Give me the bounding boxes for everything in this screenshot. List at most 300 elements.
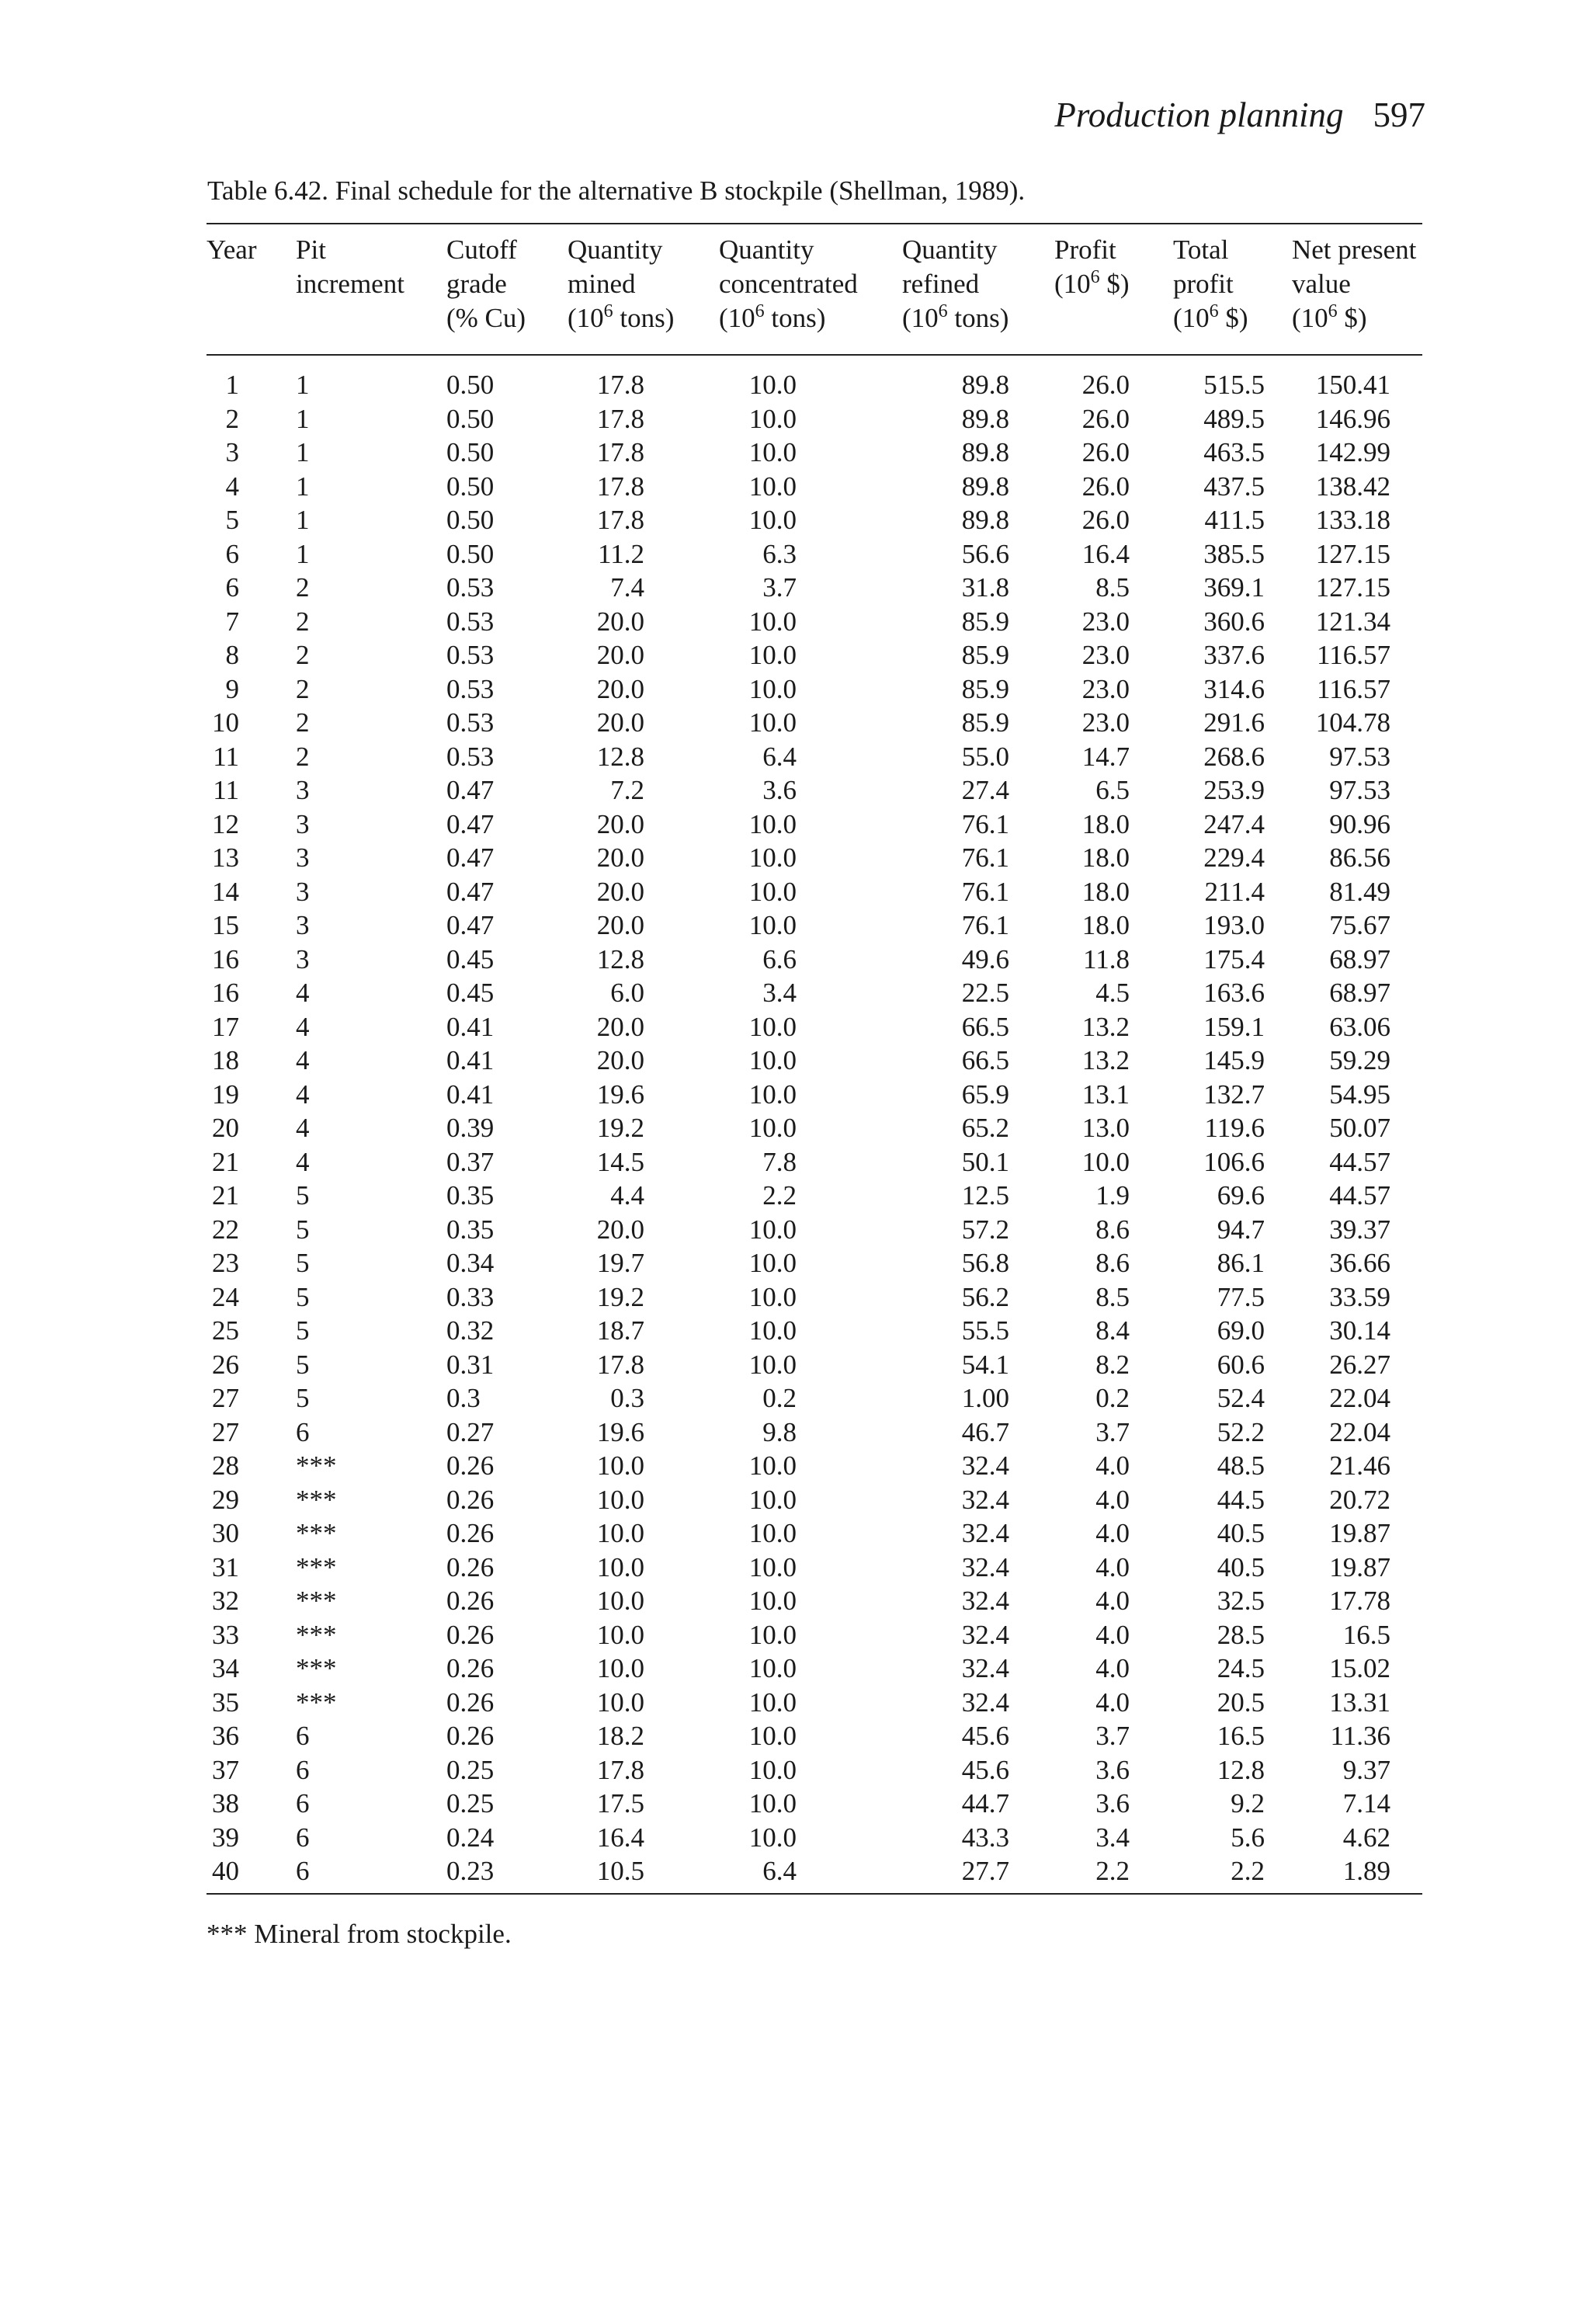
cell-quantity-mined: 17.8 [596,437,644,467]
cell-cutoff-grade: 0.47 [446,842,495,873]
table-body [0,368,1590,1888]
cell-profit: 3.6 [1095,1788,1130,1819]
cell-year: 37 [212,1754,239,1785]
cell-pit-increment: 6 [296,1754,310,1785]
cell-quantity-concentrated: 2.2 [762,1180,797,1211]
cell-profit: 2.2 [1095,1856,1130,1886]
cell-total-profit: 119.6 [1204,1113,1265,1143]
cell-quantity-concentrated: 10.0 [748,707,797,738]
cell-pit-increment: 6 [296,1416,310,1447]
cell-total-profit: 20.5 [1217,1687,1265,1718]
cell-net-present-value: 9.37 [1342,1754,1390,1785]
cell-year: 11 [213,775,239,805]
table-bottom-rule [207,1893,1422,1895]
header-quantity-concentrated [719,233,858,335]
cell-net-present-value: 7.14 [1342,1788,1390,1819]
cell-net-present-value: 19.87 [1329,1518,1390,1548]
cell-profit: 4.5 [1095,978,1130,1008]
cell-profit: 4.0 [1095,1484,1130,1515]
cell-profit: 1.9 [1095,1180,1130,1211]
cell-net-present-value: 44.57 [1329,1180,1390,1211]
table-row [0,1652,1590,1686]
cell-profit: 6.5 [1095,775,1130,805]
cell-cutoff-grade: 0.50 [446,471,495,502]
cell-total-profit: 48.5 [1217,1450,1265,1481]
cell-quantity-refined: 32.4 [961,1450,1009,1481]
cell-pit-increment: 2 [296,707,310,738]
cell-quantity-mined: 18.7 [596,1315,644,1346]
cell-quantity-mined: 20.0 [596,673,644,704]
cell-total-profit: 12.8 [1217,1754,1265,1785]
cell-cutoff-grade: 0.26 [446,1518,495,1548]
cell-net-present-value: 116.57 [1317,673,1390,704]
cell-net-present-value: 59.29 [1329,1045,1390,1075]
cell-year: 27 [212,1383,239,1413]
table-row [0,402,1590,436]
cell-total-profit: 106.6 [1203,1146,1265,1177]
cell-net-present-value: 50.07 [1329,1113,1390,1143]
cell-cutoff-grade: 0.26 [446,1619,495,1650]
cell-profit: 16.4 [1081,538,1130,569]
cell-year: 9 [225,673,239,704]
cell-profit: 4.0 [1095,1619,1130,1650]
table-header-rule [207,354,1422,356]
cell-quantity-mined: 7.4 [610,572,644,603]
cell-pit-increment: 1 [296,505,310,535]
cell-year: 32 [212,1586,239,1616]
cell-year: 33 [212,1619,239,1650]
cell-cutoff-grade: 0.41 [446,1011,495,1042]
cell-net-present-value: 1.89 [1342,1856,1390,1886]
cell-quantity-mined: 20.0 [596,1011,644,1042]
cell-net-present-value: 33.59 [1329,1281,1390,1312]
cell-year: 19 [212,1079,239,1110]
cell-net-present-value: 39.37 [1329,1214,1390,1245]
cell-net-present-value: 127.15 [1315,538,1390,569]
cell-quantity-concentrated: 0.2 [762,1383,797,1413]
cell-total-profit: 337.6 [1203,640,1265,670]
cell-year: 2 [225,403,239,434]
cell-total-profit: 463.5 [1203,437,1265,467]
cell-net-present-value: 90.96 [1329,808,1390,839]
cell-total-profit: 24.5 [1217,1653,1265,1683]
cell-profit: 26.0 [1081,471,1130,502]
cell-net-present-value: 22.04 [1329,1416,1390,1447]
cell-quantity-mined: 20.0 [596,1045,644,1075]
cell-pit-increment: 4 [296,1113,310,1143]
cell-pit-increment: *** [296,1484,337,1515]
cell-year: 13 [212,842,239,873]
header-line: Quantity [568,234,663,265]
cell-quantity-concentrated: 10.0 [748,1822,797,1853]
header-quantity-mined [568,233,674,335]
cell-quantity-refined: 45.6 [961,1754,1009,1785]
table-row [0,638,1590,672]
cell-year: 6 [225,538,239,569]
table-row [0,1348,1590,1382]
cell-quantity-refined: 85.9 [961,640,1009,670]
cell-net-present-value: 16.5 [1342,1619,1390,1650]
cell-total-profit: 360.6 [1203,606,1265,637]
cell-year: 39 [212,1822,239,1853]
cell-cutoff-grade: 0.26 [446,1653,495,1683]
cell-pit-increment: 2 [296,572,310,603]
cell-total-profit: 159.1 [1203,1011,1265,1042]
cell-quantity-concentrated: 10.0 [748,1281,797,1312]
cell-net-present-value: 44.57 [1329,1146,1390,1177]
header-line: ($10^6$ tons) [902,301,1009,333]
cell-total-profit: 369.1 [1203,572,1265,603]
cell-cutoff-grade: 0.50 [446,538,495,569]
cell-quantity-mined: 10.0 [596,1450,644,1481]
cell-quantity-concentrated: 10.0 [748,1450,797,1481]
cell-cutoff-grade: 0.47 [446,876,495,907]
cell-year: 21 [212,1180,239,1211]
cell-quantity-refined: 57.2 [961,1214,1009,1245]
cell-quantity-concentrated: 10.0 [748,1687,797,1718]
header-line: value [1292,269,1351,299]
cell-cutoff-grade: 0.31 [446,1349,495,1380]
cell-net-present-value: 36.66 [1329,1248,1390,1278]
cell-pit-increment: 2 [296,606,310,637]
cell-quantity-concentrated: 10.0 [748,1619,797,1650]
table-row [0,503,1590,537]
header-quantity-refined [902,233,1009,335]
cell-profit: 26.0 [1081,437,1130,467]
cell-total-profit: 44.5 [1217,1484,1265,1515]
cell-profit: 13.1 [1081,1079,1130,1110]
cell-cutoff-grade: 0.26 [446,1687,495,1718]
cell-year: 25 [212,1315,239,1346]
cell-net-present-value: 150.41 [1315,370,1390,400]
cell-profit: 4.0 [1095,1551,1130,1582]
cell-year: 31 [212,1551,239,1582]
cell-quantity-concentrated: 6.4 [762,1856,797,1886]
table-row [0,808,1590,842]
cell-year: 27 [212,1416,239,1447]
cell-quantity-mined: 17.8 [596,505,644,535]
header-line: (% Cu) [446,303,526,333]
cell-pit-increment: 4 [296,1011,310,1042]
cell-total-profit: 5.6 [1231,1822,1265,1853]
table-top-rule [207,223,1422,224]
cell-total-profit: 193.0 [1203,910,1265,940]
cell-pit-increment: *** [296,1450,337,1481]
table-footnote: *** Mineral from stockpile. [207,1919,512,1949]
cell-pit-increment: 5 [296,1349,310,1380]
cell-cutoff-grade: 0.26 [446,1586,495,1616]
cell-quantity-concentrated: 10.0 [748,808,797,839]
cell-year: 1 [225,370,239,400]
cell-total-profit: 32.5 [1217,1586,1265,1616]
cell-quantity-mined: 17.8 [596,370,644,400]
header-line: ($10^6$ $) [1054,267,1130,299]
cell-quantity-concentrated: 10.0 [748,437,797,467]
cell-quantity-concentrated: 10.0 [748,1788,797,1819]
cell-total-profit: 69.0 [1217,1315,1265,1346]
cell-cutoff-grade: 0.26 [446,1450,495,1481]
cell-year: 21 [212,1146,239,1177]
cell-quantity-concentrated: 3.7 [762,572,797,603]
cell-cutoff-grade: 0.32 [446,1315,495,1346]
header-line: Year [207,234,257,265]
cell-quantity-mined: 7.2 [610,775,644,805]
table-row [0,875,1590,909]
table-row [0,740,1590,774]
cell-profit: 8.4 [1095,1315,1130,1346]
cell-total-profit: 16.5 [1217,1721,1265,1751]
table-row [0,436,1590,470]
cell-year: 20 [212,1113,239,1143]
cell-total-profit: 52.2 [1217,1416,1265,1447]
header-line: refined [902,269,980,299]
header-line: increment [296,269,404,299]
cell-year: 6 [225,572,239,603]
cell-cutoff-grade: 0.35 [446,1214,495,1245]
cell-quantity-concentrated: 10.0 [748,673,797,704]
cell-quantity-mined: 10.0 [596,1653,644,1683]
cell-quantity-refined: 55.0 [961,741,1009,772]
cell-total-profit: 411.5 [1204,505,1265,535]
cell-year: 16 [212,978,239,1008]
table-row [0,908,1590,943]
cell-quantity-concentrated: 10.0 [748,1079,797,1110]
cell-total-profit: 9.2 [1231,1788,1265,1819]
cell-total-profit: 385.5 [1203,538,1265,569]
cell-cutoff-grade: 0.45 [446,943,495,974]
cell-pit-increment: 5 [296,1180,310,1211]
cell-quantity-refined: 32.4 [961,1484,1009,1515]
table-row [0,1854,1590,1888]
table-row [0,1516,1590,1551]
cell-cutoff-grade: 0.37 [446,1146,495,1177]
cell-profit: 13.2 [1081,1045,1130,1075]
cell-quantity-concentrated: 10.0 [748,505,797,535]
cell-year: 17 [212,1011,239,1042]
cell-net-present-value: 20.72 [1329,1484,1390,1515]
cell-cutoff-grade: 0.53 [446,741,495,772]
cell-pit-increment: 3 [296,910,310,940]
cell-profit: 13.0 [1081,1113,1130,1143]
cell-quantity-refined: 56.8 [961,1248,1009,1278]
cell-quantity-concentrated: 10.0 [748,1349,797,1380]
cell-net-present-value: 138.42 [1315,471,1390,502]
header-profit [1054,233,1130,301]
cell-pit-increment: 1 [296,471,310,502]
table-row [0,841,1590,875]
cell-quantity-refined: 32.4 [961,1586,1009,1616]
cell-quantity-refined: 27.7 [961,1856,1009,1886]
cell-pit-increment: 5 [296,1248,310,1278]
cell-quantity-refined: 43.3 [961,1822,1009,1853]
cell-cutoff-grade: 0.27 [446,1416,495,1447]
table-row [0,470,1590,504]
cell-quantity-concentrated: 10.0 [748,1045,797,1075]
cell-pit-increment: 3 [296,775,310,805]
cell-year: 34 [212,1653,239,1683]
header-line: ($10^6$ $) [1292,301,1367,333]
cell-quantity-concentrated: 10.0 [748,1214,797,1245]
cell-year: 40 [212,1856,239,1886]
cell-quantity-mined: 10.0 [596,1518,644,1548]
cell-total-profit: 211.4 [1204,876,1265,907]
cell-profit: 4.0 [1095,1653,1130,1683]
cell-cutoff-grade: 0.25 [446,1754,495,1785]
cell-profit: 8.5 [1095,572,1130,603]
cell-total-profit: 28.5 [1217,1619,1265,1650]
cell-quantity-refined: 32.4 [961,1619,1009,1650]
cell-cutoff-grade: 0.50 [446,505,495,535]
running-head [1054,92,1425,138]
cell-quantity-mined: 20.0 [596,876,644,907]
cell-quantity-refined: 66.5 [961,1011,1009,1042]
cell-profit: 23.0 [1081,707,1130,738]
cell-quantity-mined: 19.7 [596,1248,644,1278]
cell-profit: 18.0 [1081,910,1130,940]
table-row [0,1618,1590,1652]
cell-quantity-mined: 18.2 [596,1721,644,1751]
cell-cutoff-grade: 0.41 [446,1045,495,1075]
cell-quantity-refined: 22.5 [961,978,1009,1008]
cell-net-present-value: 4.62 [1342,1822,1390,1853]
cell-profit: 23.0 [1081,673,1130,704]
header-line: Cutoff [446,234,517,265]
cell-quantity-concentrated: 10.0 [748,842,797,873]
cell-cutoff-grade: 0.26 [446,1551,495,1582]
cell-net-present-value: 54.95 [1329,1079,1390,1110]
running-head-title: Production planning [1054,96,1344,134]
cell-quantity-refined: 56.2 [961,1281,1009,1312]
table-row [0,1111,1590,1145]
cell-quantity-concentrated: 10.0 [748,1484,797,1515]
cell-profit: 23.0 [1081,606,1130,637]
table-row [0,1719,1590,1753]
header-line: profit [1173,269,1234,299]
cell-quantity-refined: 65.2 [961,1113,1009,1143]
cell-profit: 18.0 [1081,808,1130,839]
cell-total-profit: 40.5 [1217,1518,1265,1548]
cell-quantity-refined: 49.6 [961,943,1009,974]
header-line: ($10^6$ $) [1173,301,1248,333]
cell-net-present-value: 68.97 [1329,943,1390,974]
cell-year: 22 [212,1214,239,1245]
cell-year: 7 [225,606,239,637]
cell-total-profit: 2.2 [1231,1856,1265,1886]
cell-quantity-concentrated: 10.0 [748,910,797,940]
cell-quantity-mined: 20.0 [596,1214,644,1245]
header-line: Quantity [719,234,814,265]
cell-year: 36 [212,1721,239,1751]
cell-quantity-mined: 6.0 [610,978,644,1008]
table-row [0,1381,1590,1416]
cell-quantity-mined: 12.8 [596,741,644,772]
cell-cutoff-grade: 0.47 [446,775,495,805]
cell-cutoff-grade: 0.34 [446,1248,495,1278]
cell-profit: 18.0 [1081,876,1130,907]
cell-quantity-mined: 0.3 [610,1383,644,1413]
cell-cutoff-grade: 0.33 [446,1281,495,1312]
cell-net-present-value: 81.49 [1329,876,1390,907]
cell-year: 26 [212,1349,239,1380]
cell-quantity-concentrated: 10.0 [748,403,797,434]
table-row [0,773,1590,808]
cell-pit-increment: 4 [296,1045,310,1075]
cell-quantity-refined: 32.4 [961,1518,1009,1548]
cell-net-present-value: 22.04 [1329,1383,1390,1413]
table-row [0,605,1590,639]
cell-quantity-refined: 27.4 [961,775,1009,805]
table-row [0,1246,1590,1280]
cell-total-profit: 437.5 [1203,471,1265,502]
cell-net-present-value: 21.46 [1329,1450,1390,1481]
cell-total-profit: 291.6 [1203,707,1265,738]
cell-year: 29 [212,1484,239,1515]
cell-pit-increment: *** [296,1551,337,1582]
cell-profit: 3.7 [1095,1416,1130,1447]
cell-profit: 26.0 [1081,403,1130,434]
cell-net-present-value: 97.53 [1329,775,1390,805]
cell-net-present-value: 116.57 [1317,640,1390,670]
cell-quantity-concentrated: 10.0 [748,370,797,400]
cell-net-present-value: 11.36 [1330,1721,1390,1751]
cell-pit-increment: 4 [296,1079,310,1110]
cell-profit: 3.4 [1095,1822,1130,1853]
table-row [0,571,1590,605]
cell-quantity-refined: 45.6 [961,1721,1009,1751]
cell-year: 14 [212,876,239,907]
cell-quantity-mined: 19.6 [596,1079,644,1110]
cell-pit-increment: 6 [296,1788,310,1819]
cell-profit: 26.0 [1081,370,1130,400]
cell-pit-increment: *** [296,1619,337,1650]
cell-quantity-refined: 65.9 [961,1079,1009,1110]
cell-profit: 8.6 [1095,1248,1130,1278]
cell-quantity-mined: 20.0 [596,707,644,738]
cell-cutoff-grade: 0.3 [446,1383,481,1413]
cell-year: 30 [212,1518,239,1548]
cell-quantity-concentrated: 10.0 [748,1011,797,1042]
cell-pit-increment: 6 [296,1721,310,1751]
cell-net-present-value: 127.15 [1315,572,1390,603]
table-row [0,1213,1590,1247]
cell-profit: 10.0 [1081,1146,1130,1177]
cell-quantity-concentrated: 9.8 [762,1416,797,1447]
cell-year: 8 [225,640,239,670]
cell-profit: 4.0 [1095,1687,1130,1718]
table-row [0,1753,1590,1787]
cell-quantity-refined: 85.9 [961,606,1009,637]
cell-profit: 13.2 [1081,1011,1130,1042]
cell-quantity-mined: 4.4 [610,1180,644,1211]
header-line: Profit [1054,234,1116,265]
cell-total-profit: 132.7 [1203,1079,1265,1110]
cell-total-profit: 253.9 [1203,775,1265,805]
cell-quantity-mined: 12.8 [596,943,644,974]
cell-pit-increment: 4 [296,978,310,1008]
cell-cutoff-grade: 0.25 [446,1788,495,1819]
cell-quantity-concentrated: 10.0 [748,876,797,907]
cell-pit-increment: 5 [296,1281,310,1312]
table-row [0,537,1590,571]
cell-year: 11 [213,741,239,772]
table-row [0,1551,1590,1585]
cell-quantity-concentrated: 10.0 [748,1315,797,1346]
cell-pit-increment: 6 [296,1822,310,1853]
cell-quantity-concentrated: 10.0 [748,1518,797,1548]
cell-quantity-mined: 20.0 [596,640,644,670]
cell-pit-increment: 1 [296,437,310,467]
cell-year: 28 [212,1450,239,1481]
